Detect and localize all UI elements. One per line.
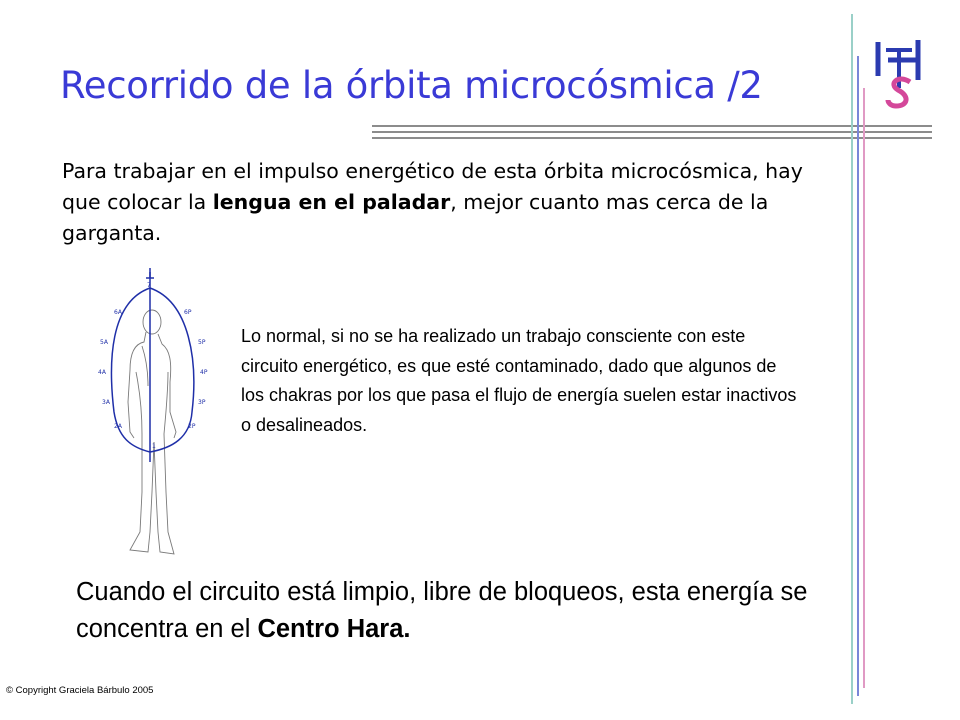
label-right-2p: 2P	[188, 423, 196, 430]
intro-bold: lengua en el paladar	[212, 190, 451, 214]
vertical-line-blue	[857, 56, 859, 696]
side-paragraph: Lo normal, si no se ha realizado un trabajo consciente con este circuito energético, es que esté contaminado, dado que algunos de los chakras por los que pasa el flujo de energía suelen estar inactivos o desalineados.	[241, 326, 797, 435]
label-left-6a: 6A	[114, 309, 122, 316]
bottom-bold: Centro Hara.	[257, 615, 411, 643]
circuit-top-marker	[146, 268, 154, 278]
label-left-5a: 5A	[100, 339, 108, 346]
label-right-3p: 3P	[198, 399, 206, 406]
label-right-5p: 5P	[198, 339, 206, 346]
copyright-notice: © Copyright Graciela Bárbulo 2005	[6, 685, 154, 696]
human-body-outline	[128, 310, 176, 554]
logo-letter-h	[888, 40, 920, 80]
intro-text-2: , mejor cuanto mas cerca de la garganta.	[62, 190, 769, 245]
label-right-6p: 6P	[184, 309, 192, 316]
intro-text-1: Para trabajar en el impulso energético de esta órbita microcósmica, hay que colocar la	[62, 159, 803, 214]
ihs-logo	[868, 30, 938, 110]
energy-circuit	[111, 272, 193, 462]
title-rule-3	[372, 137, 932, 139]
vertical-line-pink	[863, 88, 865, 688]
bottom-text: Cuando el circuito está limpio, libre de bloqueos, esta energía se concentra en el	[76, 578, 808, 643]
intro-paragraph	[62, 156, 832, 249]
microcosmic-orbit-figure	[90, 262, 230, 562]
label-right-4p: 4P	[200, 369, 208, 376]
label-top: 7	[147, 282, 151, 289]
label-left-2a: 2A	[114, 423, 122, 430]
bottom-paragraph	[76, 574, 856, 648]
title-rule-1	[372, 125, 932, 127]
title-rule-2	[372, 131, 932, 133]
label-left-3a: 3A	[102, 399, 110, 406]
label-bottom: 1	[152, 443, 156, 450]
slide-title: Recorrido de la órbita microcósmica /2	[60, 64, 763, 107]
label-left-4a: 4A	[98, 369, 106, 376]
